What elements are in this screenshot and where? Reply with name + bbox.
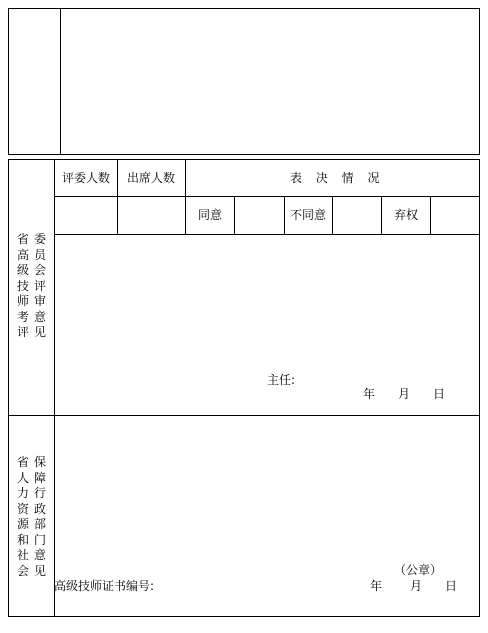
top-block-divider — [60, 8, 61, 155]
committee-date-year: 年 — [363, 387, 376, 401]
ministry-date-year: 年 — [370, 579, 383, 593]
col-divider-2 — [185, 159, 186, 235]
ministry-label-col1: 省人力资源和社会 — [16, 455, 29, 578]
committee-date-month: 月 — [398, 387, 411, 401]
director-label: 主任: — [267, 373, 296, 387]
judges-count-header: 评委人数 — [62, 171, 111, 185]
ministry-label-col2: 保障行政部门意见 — [33, 455, 46, 578]
vote-disagree-label: 不同意 — [290, 208, 327, 222]
vote-result-header: 表 决 情 况 — [290, 171, 380, 185]
ministry-date-day: 日 — [445, 579, 458, 593]
vote-disagree-value[interactable] — [333, 197, 381, 234]
top-block — [8, 8, 480, 155]
vote-agree-value[interactable] — [235, 197, 284, 234]
ministry-opinion-area[interactable] — [55, 416, 479, 561]
vote-agree-label: 同意 — [198, 208, 223, 222]
attendees-count-header: 出席人数 — [127, 171, 176, 185]
vote-abstain-value[interactable] — [431, 197, 479, 234]
committee-label-col1: 省高级技师考评 — [16, 232, 29, 339]
judges-count-value[interactable] — [55, 197, 117, 234]
certificate-number-label: 高级技师证书编号: — [54, 579, 155, 593]
attendees-count-value[interactable] — [118, 197, 185, 234]
committee-date-day: 日 — [433, 387, 446, 401]
col-divider-6 — [381, 196, 382, 235]
col-divider-4 — [284, 196, 285, 235]
official-seal-label: （公章） — [394, 563, 443, 577]
vote-abstain-label: 弃权 — [394, 208, 419, 222]
ministry-date-month: 月 — [410, 579, 423, 593]
committee-opinion-area[interactable] — [55, 235, 479, 373]
committee-label-col2: 委员会评审意见 — [33, 232, 46, 339]
